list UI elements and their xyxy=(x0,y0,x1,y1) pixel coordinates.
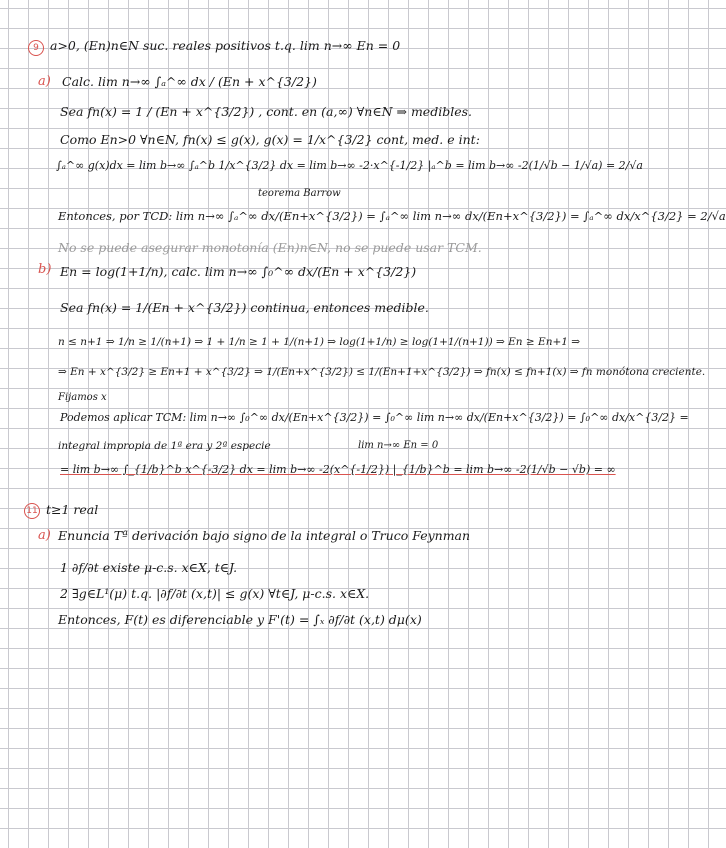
text-line: 1 ∂f/∂t existe μ-c.s. x∈X, t∈J. xyxy=(60,560,238,575)
text-line: 2 ∃g∈L¹(μ) t.q. |∂f/∂t (x,t)| ≤ g(x) ∀t∈J, μ-c.s. x∈X. xyxy=(60,586,370,601)
text-line: n ≤ n+1 ⇒ 1/n ≥ 1/(n+1) ⇒ 1 + 1/n ≥ 1 + 1/(n+1) ⇒ log(1+1/n) ≥ log(1+1/(n+1)) ⇒ En ≥ En+1 ⇒ xyxy=(58,336,581,348)
annotation: teorema Barrow xyxy=(258,188,341,199)
text-line: Como En>0 ∀n∈N, fn(x) ≤ g(x), g(x) = 1/x^{3/2} cont, med. e int: xyxy=(60,132,480,147)
text-line: Calc. lim n→∞ ∫ₐ^∞ dx / (En + x^{3/2}) xyxy=(62,74,317,89)
text-line: ∫ₐ^∞ g(x)dx = lim b→∞ ∫ₐ^b 1/x^{3/2} dx = lim b→∞ -2·x^{-1/2} |ₐ^b = lim b→∞ -2(1/√b − 1/√a) = 2/√a xyxy=(56,159,643,172)
problem-statement: a>0, (En)n∈N suc. reales positivos t.q. lim n→∞ En = 0 xyxy=(50,38,401,53)
text-line: Entonces, F(t) es diferenciable y F'(t) = ∫ₓ ∂f/∂t (x,t) dμ(x) xyxy=(58,612,422,627)
text-line: Podemos aplicar TCM: lim n→∞ ∫₀^∞ dx/(En+x^{3/2}) = ∫₀^∞ lim n→∞ dx/(En+x^{3/2}) = ∫₀^∞ dx/x^{3/2} = xyxy=(60,411,689,424)
text-line: Sea fn(x) = 1/(En + x^{3/2}) continua, entonces medible. xyxy=(60,300,429,315)
annotation: Fijamos x xyxy=(58,392,107,403)
text-line: Entonces, por TCD: lim n→∞ ∫ₐ^∞ dx/(En+x^{3/2}) = ∫ₐ^∞ lim n→∞ dx/(En+x^{3/2}) = ∫ₐ^∞ dx/x^{3/2} = 2/√a xyxy=(58,209,726,223)
problem-statement: t≥1 real xyxy=(46,502,99,517)
text-line: Sea fn(x) = 1 / (En + x^{3/2}) , cont. en (a,∞) ∀n∈N ⇒ medibles. xyxy=(60,104,472,119)
text-line: = lim b→∞ ∫_{1/b}^b x^{-3/2} dx = lim b→∞ -2(x^{-1/2}) |_{1/b}^b = lim b→∞ -2(1/√b − √b) = ∞ xyxy=(60,463,616,476)
problem-number-badge: 9 xyxy=(28,40,44,56)
note-line: No se puede asegurar monotonía (En)n∈N, no se puede usar TCM. xyxy=(58,240,482,255)
annotation: lim n→∞ En = 0 xyxy=(358,440,439,451)
problem-number-badge: 11 xyxy=(24,503,40,519)
text-line: En = log(1+1/n), calc. lim n→∞ ∫₀^∞ dx/(En + x^{3/2}) xyxy=(60,264,417,279)
part-label: a) xyxy=(38,528,51,543)
text-line: ⇒ En + x^{3/2} ≥ En+1 + x^{3/2} ⇒ 1/(En+x^{3/2}) ≤ 1/(En+1+x^{3/2}) ⇒ fn(x) ≤ fn+1(x) ⇒ fn monótona creciente. xyxy=(58,366,706,378)
part-label: b) xyxy=(38,262,52,277)
text-line: Enuncia Tª derivación bajo signo de la integral o Truco Feynman xyxy=(58,528,471,543)
annotation: integral impropia de 1ª era y 2ª especie xyxy=(58,440,271,452)
part-label: a) xyxy=(38,74,51,89)
